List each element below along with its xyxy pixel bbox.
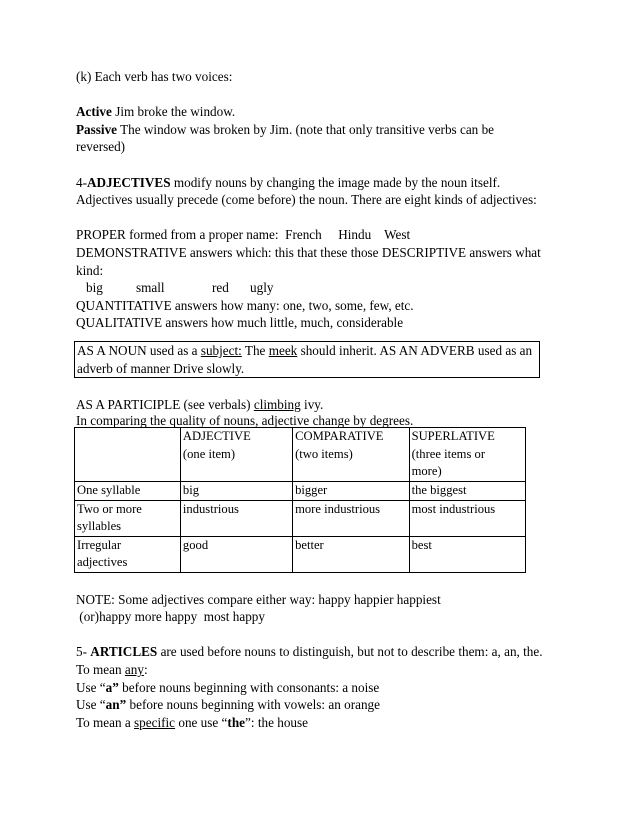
row-comparative: bigger [293,482,410,501]
header-cell-adjective [180,428,292,482]
header-cell-superlative [409,428,525,482]
participle-line [76,396,566,414]
row-label [75,500,181,536]
row-label-text: Two or more [77,501,142,516]
passive-voice-line-cont: reversed) [76,139,126,155]
comparison-table [74,427,526,573]
active-text: Jim broke the window. [111,104,236,120]
row-label-text-2: adjectives [77,555,128,570]
row-label-text: One syllable [77,483,141,498]
table-header-row [75,428,526,482]
example-ugly: ugly [250,280,274,296]
example-small: small [136,280,165,296]
box-text-c: should inherit. AS AN ADVERB used as an [297,342,533,358]
box-text-a: AS A NOUN used as a [77,342,201,358]
header-adjective-sub: (one item) [182,446,236,461]
adjectives-intro-rest: modify nouns by changing the image made by the noun itself. [170,174,501,190]
quantitative-adjectives: QUANTITATIVE answers how many: one, two, some, few, etc. [76,297,414,313]
passive-text: The window was broken by Jim. (note that only transitive verbs can be [117,121,495,137]
header-adjective-label: ADJECTIVE [182,429,251,444]
note-line-1: NOTE: Some adjectives compare either way: happy happier happiest [76,591,441,607]
demonstrative-adjectives: DEMONSTRATIVE answers which: this that these those DESCRIPTIVE answers what [76,244,541,260]
articles-number: 5- [76,644,91,660]
adjectives-title: ADJECTIVES [87,174,171,190]
mean-any-line [76,661,566,679]
adjectives-number: 4- [76,174,87,190]
table-row [75,482,526,501]
header-comparative-sub: (two items) [295,446,353,461]
table-row [75,500,526,536]
meek-word: meek [268,342,298,358]
articles-intro-rest: are used before nouns to distinguish, but not to describe them: a, an, the. [157,644,543,660]
row-adjective: industrious [180,500,292,536]
participle-text-b: ivy. [300,396,324,412]
specific-word: specific [134,714,176,730]
box-line-2: adverb of manner Drive slowly. [77,360,245,376]
row-superlative: the biggest [409,482,525,501]
row-label [75,482,181,501]
use-a-pre: Use “ [76,679,106,695]
voices-heading: (k) Each verb has two voices: [76,69,233,84]
adjectives-intro [76,174,566,192]
row-label-text: Irregular [77,537,122,552]
row-label [75,536,181,572]
box-text-b: The [241,342,269,358]
note-line-2: (or)happy more happy most happy [76,609,265,625]
example-red: red [212,280,229,296]
active-label: Active [76,104,112,120]
articles-title: ARTICLES [90,644,158,660]
use-an-post: before nouns beginning with vowels: an orange [126,697,381,713]
passive-voice-line [76,121,566,139]
qualitative-adjectives: QUALITATIVE answers how much little, much, considerable [76,315,404,331]
specific-text-b: one use “ [175,714,228,730]
header-cell-empty [75,428,181,482]
row-superlative: best [409,536,525,572]
row-comparative: more industrious [293,500,410,536]
article-an-word: an” [105,697,127,713]
comparing-line: In comparing the quality of nouns, adjective change by degrees. [76,413,414,429]
article-the-word: the [227,714,246,730]
specific-text-a: To mean a [76,714,135,730]
header-superlative-label: SUPERLATIVE [411,429,495,444]
header-superlative-sub: (three items or [411,446,486,461]
proper-adjectives: PROPER formed from a proper name: French Hindu West [76,227,411,243]
adjectives-intro-line2: Adjectives usually precede (come before) the noun. There are eight kinds of adjectives: [76,192,537,208]
passive-label: Passive [76,121,118,137]
row-label-text-2: syllables [77,519,122,534]
header-cell-comparative [293,428,410,482]
use-an-pre: Use “ [76,697,106,713]
row-adjective: good [180,536,292,572]
mean-any-text-b: : [143,662,148,677]
row-comparative: better [293,536,410,572]
row-adjective: big [180,482,292,501]
row-superlative: most industrious [409,500,525,536]
participle-text-a: AS A PARTICIPLE (see verbals) [76,396,254,412]
subject-word: subject: [200,342,242,358]
article-a-word: a” [105,679,119,695]
specific-line [76,714,566,732]
header-superlative-sub2: more) [411,464,442,479]
use-a-post: before nouns beginning with consonants: a noise [118,679,380,695]
articles-intro [76,643,566,661]
example-big: big [86,280,103,296]
use-a-line [76,679,566,697]
table-row [75,536,526,572]
specific-text-c: ”: the house [245,714,309,730]
descriptive-examples [76,279,566,297]
climbing-word: climbing [253,396,301,412]
active-voice-line [76,103,566,121]
use-an-line [76,696,566,714]
any-word: any [124,662,144,677]
header-comparative-label: COMPARATIVE [295,429,384,444]
document-page [76,68,566,731]
noun-adverb-box [74,341,540,378]
box-line-1 [77,342,537,360]
kind-label: kind: [76,262,104,278]
mean-any-text-a: To mean [76,662,125,677]
